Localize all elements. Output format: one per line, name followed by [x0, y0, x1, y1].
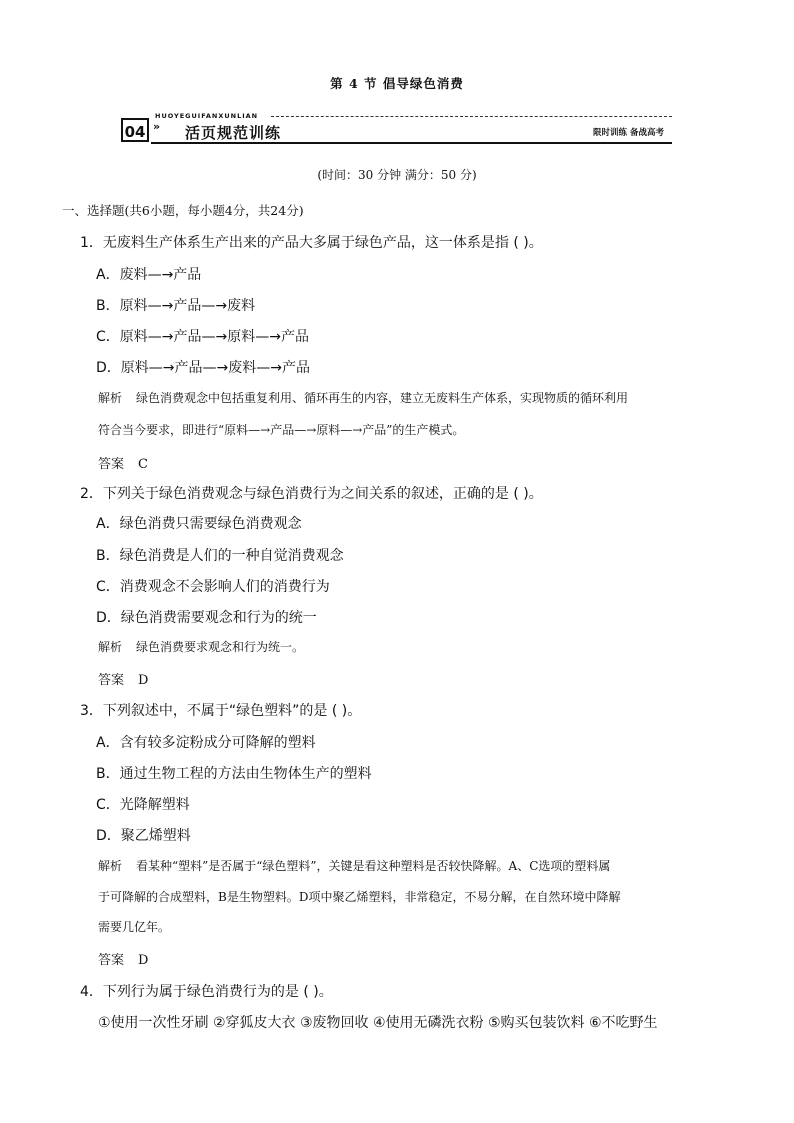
- exam-info: (时间：30 分钟 满分：50 分): [317, 168, 477, 182]
- banner-title: 活页规范训练: [185, 124, 282, 142]
- answer-value: D: [138, 953, 149, 968]
- page-title: 第 4 节 倡导绿色消费: [330, 76, 464, 91]
- question-3-option-b: B．通过生物工程的方法由生物体生产的塑料: [96, 766, 372, 782]
- question-1-stem: 1．无废料生产体系生产出来的产品大多属于绿色产品，这一体系是指 ( )。: [80, 235, 543, 251]
- question-3-stem: 3．下列叙述中，不属于“绿色塑料”的是 ( )。: [80, 703, 362, 719]
- answer-label: 答案: [98, 673, 125, 688]
- question-2-answer: [98, 669, 148, 688]
- double-chevron-icon: »: [153, 120, 161, 133]
- answer-label: 答案: [98, 953, 125, 968]
- explanation-text: 绿色消费要求观念和行为统一。: [136, 640, 305, 654]
- question-1-option-d: D．原料—→产品—→废料—→产品: [96, 360, 310, 376]
- answer-value: D: [138, 673, 149, 688]
- banner-dashed-rule: [271, 116, 672, 117]
- explanation-text: 绿色消费观念中包括重复利用、循环再生的内容，建立无废料生产体系，实现物质的循环利用: [136, 391, 629, 405]
- answer-value: C: [138, 457, 148, 472]
- question-3-option-d: D．聚乙烯塑料: [96, 828, 191, 844]
- question-3-option-c: C．光降解塑料: [96, 797, 190, 813]
- question-3-option-a: A．含有较多淀粉成分可降解的塑料: [96, 735, 316, 751]
- question-1-option-c: C．原料—→产品—→原料—→产品: [96, 329, 309, 345]
- banner-slogan: 限时训练 备战高考: [593, 128, 664, 138]
- question-1-answer: [98, 453, 148, 472]
- question-2-option-c: C．消费观念不会影响人们的消费行为: [96, 579, 330, 595]
- explanation-label: 解析: [98, 859, 123, 873]
- question-2-stem: 2．下列关于绿色消费观念与绿色消费行为之间关系的叙述，正确的是 ( )。: [80, 486, 543, 502]
- question-1-explanation-cont: 符合当今要求，即进行“原料—→产品—→原料—→产品”的生产模式。: [98, 423, 465, 437]
- question-1-explanation: [98, 389, 628, 406]
- question-2-option-a: A．绿色消费只需要绿色消费观念: [96, 516, 302, 532]
- question-3-explanation-cont: 需要几亿年。: [98, 920, 171, 934]
- question-2-option-b: B．绿色消费是人们的一种自觉消费观念: [96, 548, 344, 564]
- section-banner: [121, 112, 672, 144]
- question-1-option-a: A．废料—→产品: [96, 267, 202, 283]
- explanation-label: 解析: [98, 391, 123, 405]
- question-3-answer: [98, 949, 148, 968]
- question-4-items: ①使用一次性牙刷 ②穿狐皮大衣 ③废物回收 ④使用无磷洗衣粉 ⑤购买包装饮料 ⑥不吃野生: [98, 1015, 658, 1031]
- banner-pinyin: HUOYEGUIFANXUNLIAN: [155, 112, 259, 120]
- question-4-stem: 4．下列行为属于绿色消费行为的是 ( )。: [80, 984, 333, 1000]
- question-1-option-b: B．原料—→产品—→废料: [96, 298, 256, 314]
- explanation-label: 解析: [98, 640, 123, 654]
- question-3-explanation: [98, 857, 610, 874]
- explanation-text: 看某种“塑料”是否属于“绿色塑料”，关键是看这种塑料是否较快降解。A、C选项的塑料属: [136, 859, 611, 873]
- banner-number-box: 04: [121, 118, 149, 142]
- answer-label: 答案: [98, 457, 125, 472]
- banner-rule: [151, 142, 672, 144]
- section-heading: 一、选择题(共6小题，每小题4分，共24分): [62, 203, 304, 218]
- question-2-explanation: [98, 638, 304, 655]
- question-3-explanation-cont: 于可降解的合成塑料，B是生物塑料。D项中聚乙烯塑料，非常稳定，不易分解，在自然环境中降解: [98, 890, 621, 904]
- question-2-option-d: D．绿色消费需要观念和行为的统一: [96, 610, 317, 626]
